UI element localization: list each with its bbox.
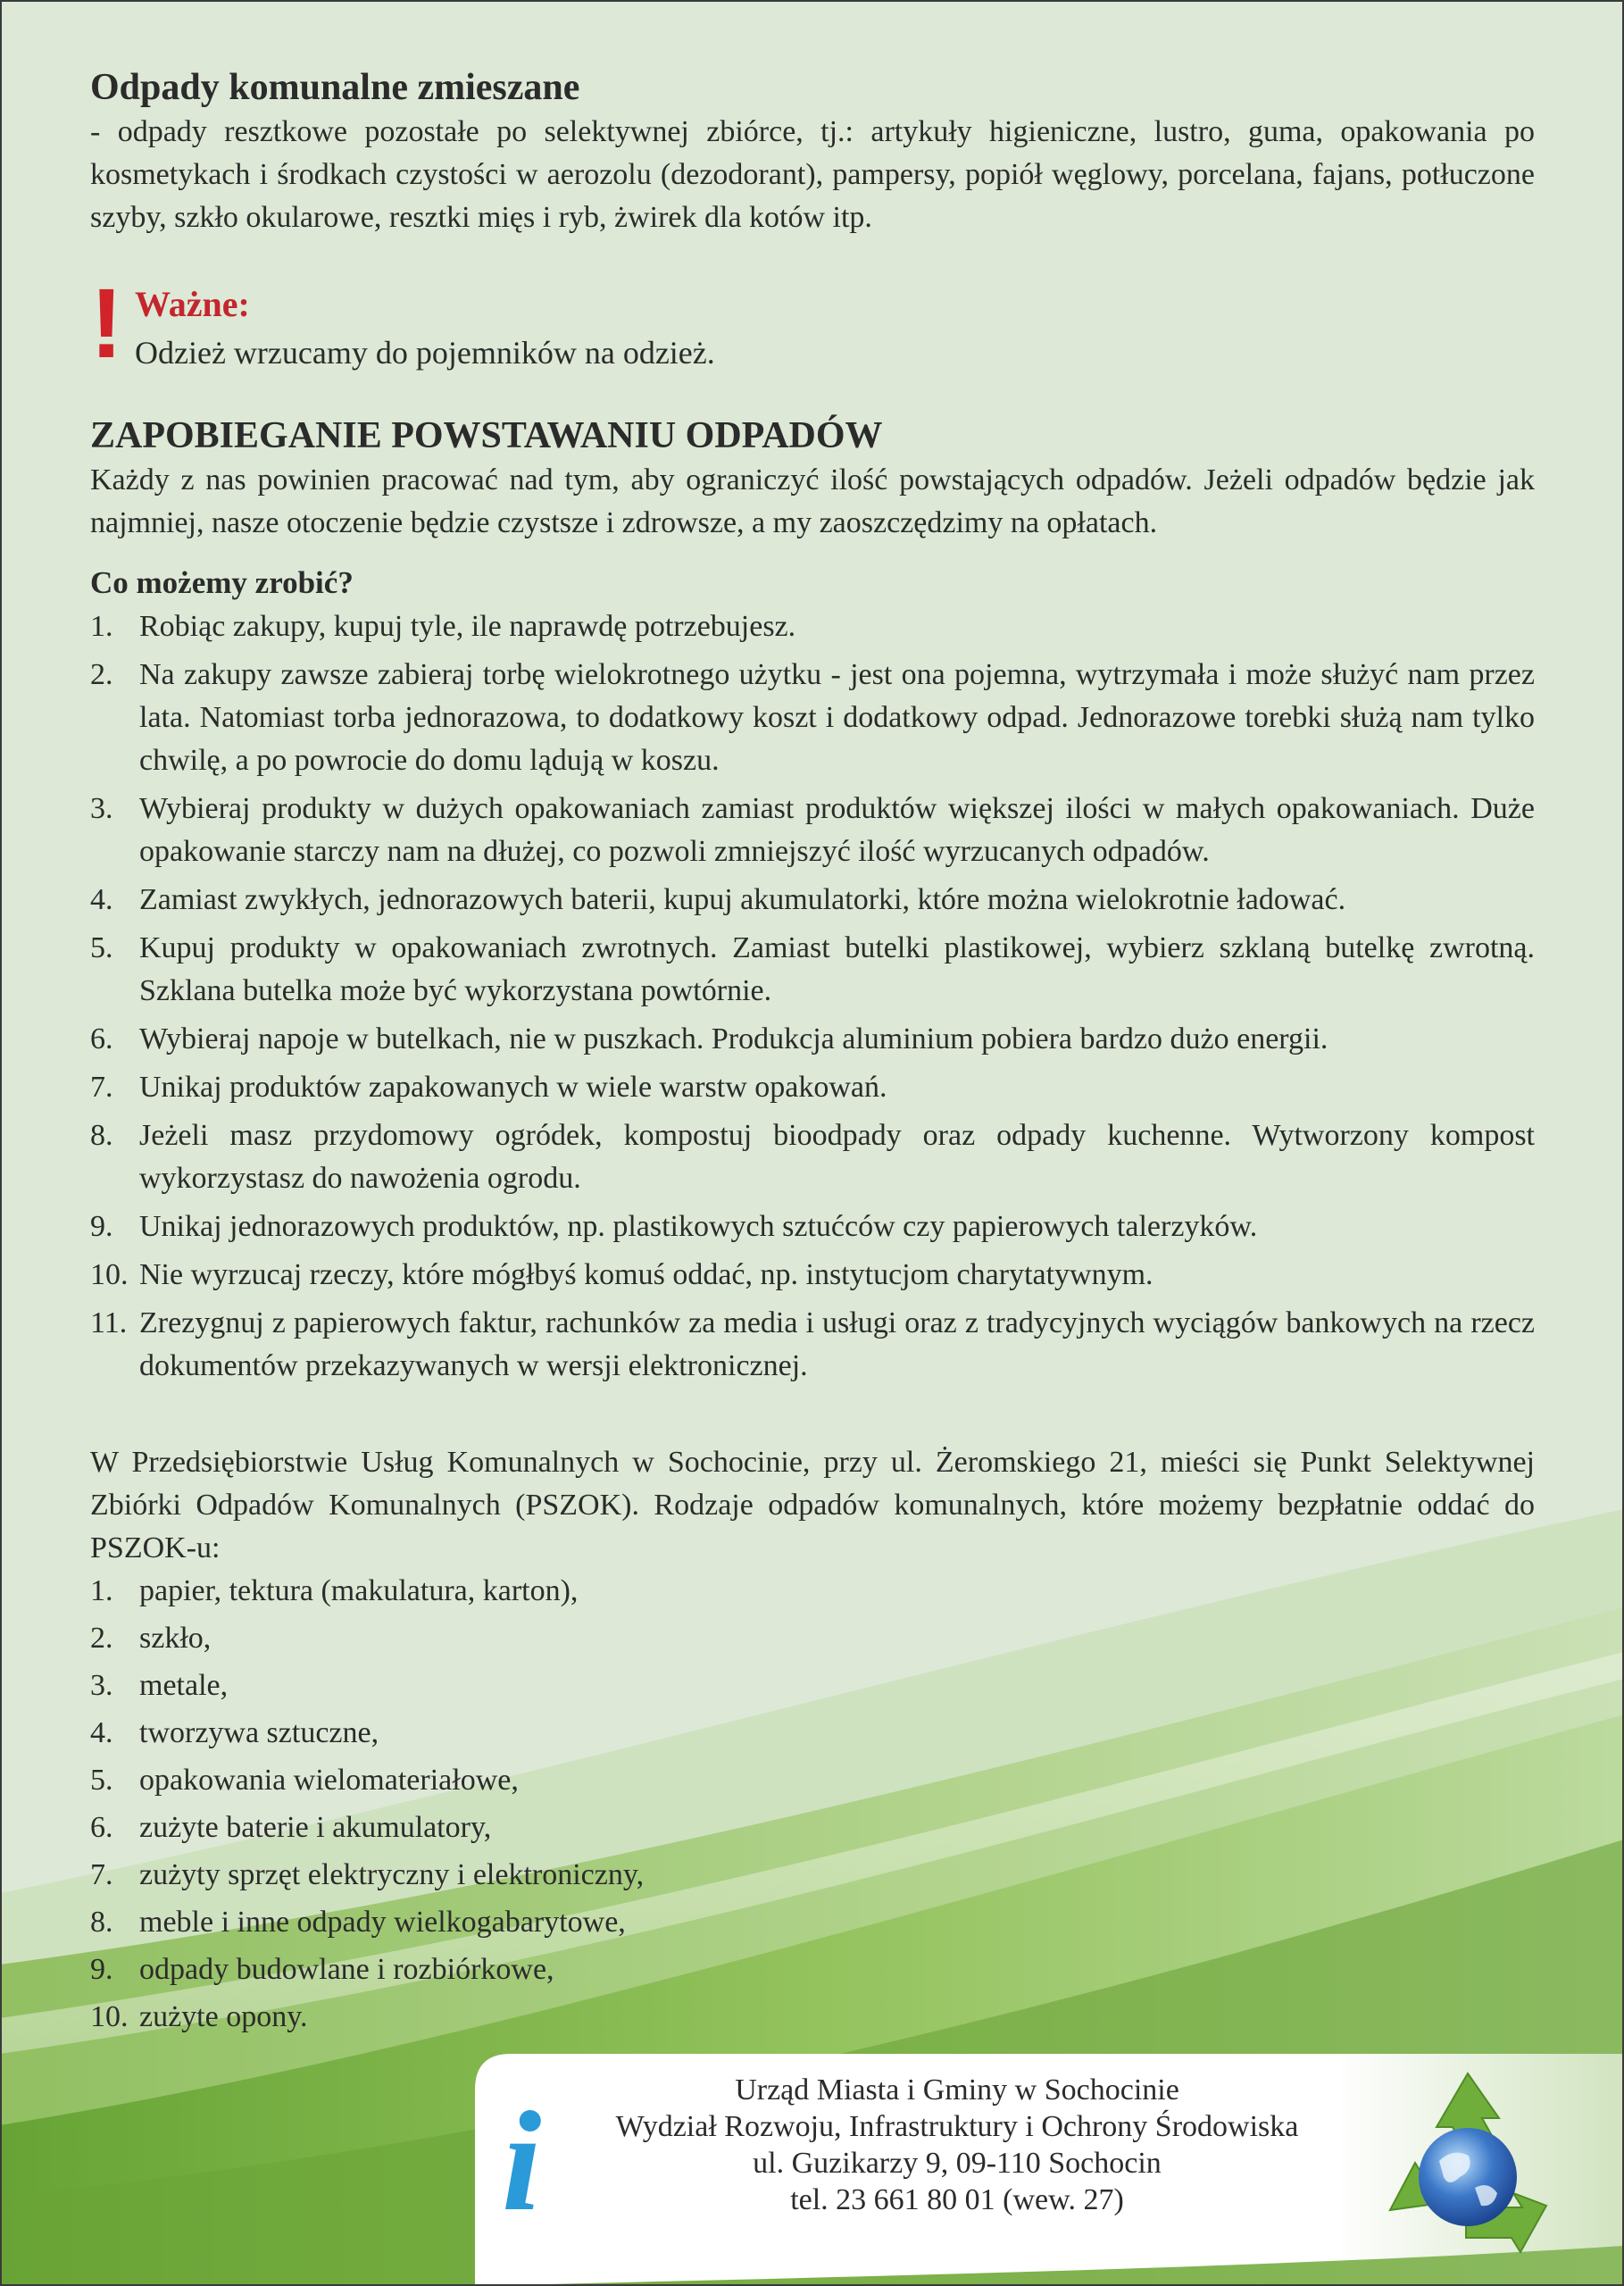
section-title-mixed-waste: Odpady komunalne zmieszane [90,67,580,108]
list-item [90,1759,1535,1802]
list-item [90,1114,1535,1200]
list-text: Wybieraj napoje w butelkach, nie w puszkach. Produkcja aluminium pobiera bardzo dużo energii. [139,1022,1328,1055]
list-number: 9. [90,1953,113,1986]
list-item [90,605,1535,648]
list-number: 3. [90,792,113,825]
list-number: 6. [90,1022,113,1055]
warning-box [90,269,1535,379]
list-text: Kupuj produkty w opakowaniach zwrotnych. Zamiast butelki plastikowej, wybierz szklaną butelkę zwrotną. Szklana butelka może być wykorzystana powtórnie. [139,931,1535,1007]
recycle-globe-icon [1363,2063,1573,2273]
list-item [90,927,1535,1013]
list-item [90,788,1535,873]
list-number: 10. [90,1258,129,1291]
list-text: Unikaj produktów zapakowanych w wiele warstw opakowań. [139,1071,887,1104]
list-text: Jeżeli masz przydomowy ogródek, kompostuj bioodpady oraz odpady kuchenne. Wytworzony kompost wykorzystasz do nawożenia ogrodu. [139,1119,1535,1195]
list-item [90,879,1535,922]
list-text: Zamiast zwykłych, jednorazowych baterii, kupuj akumulatorki, które można wielokrotnie ładować. [139,883,1346,916]
list-number: 4. [90,1716,113,1749]
list-text: Unikaj jednorazowych produktów, np. plastikowych sztućców czy papierowych talerzyków. [139,1210,1258,1243]
warning-title: Ważne: [135,284,250,324]
list-text: Na zakupy zawsze zabieraj torbę wielokrotnego użytku - jest ona pojemna, wytrzymała i może służyć nam przez lata. Natomiast torba jednorazowa, to dodatkowy koszt i dodatkowy odpad. Jednorazowe torebki służą nam tylko chwilę, a po powrocie do domu lądują w koszu. [139,658,1535,777]
list-item [90,1018,1535,1061]
footer-department: Wydział Rozwoju, Infrastruktury i Ochrony Środowiska [615,2110,1299,2143]
list-number: 6. [90,1811,113,1844]
list-text: Zrezygnuj z papierowych faktur, rachunków za media i usługi oraz z tradycyjnych wyciągów bankowych na rzecz dokumentów przekazywanych w wersji elektronicznej. [139,1306,1535,1382]
list-number: 2. [90,1622,113,1655]
list-text: Robiąc zakupy, kupuj tyle, ile naprawdę potrzebujesz. [139,610,796,643]
list-number: 3. [90,1669,113,1702]
list-text: metale, [139,1669,229,1702]
exclamation-icon: ! [90,269,123,379]
list-number: 9. [90,1210,113,1243]
list-item [90,1254,1535,1297]
list-item [90,1806,1535,1849]
list-item [90,1302,1535,1388]
info-icon: i [502,2082,542,2240]
list-number: 5. [90,1764,113,1797]
footer-phone: tel. 23 661 80 01 (wew. 27) [790,2183,1124,2216]
list-text: odpady budowlane i rozbiórkowe, [139,1953,554,1986]
list-item [90,1617,1535,1660]
main-content [90,64,1535,2043]
list-item [90,1664,1535,1707]
list-text: Wybieraj produkty w dużych opakowaniach zamiast produktów większej ilości w małych opakowaniach. Duże opakowanie starczy nam na dłużej, co pozwoli zmniejszyć ilość wyrzucanych odpadów. [139,792,1535,868]
list-number: 8. [90,1906,113,1939]
list-item [90,1901,1535,1944]
list-text: Nie wyrzucaj rzeczy, które mógłbyś komuś oddać, np. instytucjom charytatywnym. [139,1258,1153,1291]
mixed-waste-description: - odpady resztkowe pozostałe po selektywnej zbiórce, tj.: artykuły higieniczne, lustro, guma, opakowania po kosmetykach i środkach czystości w aerozolu (dezodorant), pampersy, popiół węglowy, porcelana, fajans, potłuczone szyby, szkło okularowe, resztki mięs i ryb, żwirek dla kotów itp. [90,115,1535,234]
list-item [90,1206,1535,1248]
section-title-prevention: ZAPOBIEGANIE POWSTAWANIU ODPADÓW [90,415,883,456]
list-text: meble i inne odpady wielkogabarytowe, [139,1906,626,1939]
list-number: 1. [90,1574,113,1607]
list-item [90,1948,1535,1991]
list-text: zużyty sprzęt elektryczny i elektroniczny, [139,1858,645,1891]
prevention-intro: Każdy z nas powinien pracować nad tym, aby ograniczyć ilość powstających odpadów. Jeżeli odpadów będzie jak najmniej, nasze otoczenie będzie czystsze i zdrowsze, a my zaoszczędzimy na opłatach. [90,463,1535,539]
list-number: 7. [90,1071,113,1104]
contact-footer [475,2054,1624,2286]
warning-text: Odzież wrzucamy do pojemników na odzież. [135,335,715,371]
list-item [90,1996,1535,2039]
list-number: 2. [90,658,113,691]
list-text: szkło, [139,1622,212,1655]
footer-address: ul. Guzikarzy 9, 09-110 Sochocin [753,2147,1162,2180]
footer-text [564,2072,1350,2218]
list-text: zużyte opony. [139,2000,308,2033]
list-number: 11. [90,1306,128,1339]
list-item [90,1066,1535,1109]
list-item [90,1712,1535,1755]
list-text: papier, tektura (makulatura, karton), [139,1574,579,1607]
list-text: opakowania wielomateriałowe, [139,1764,519,1797]
list-item [90,654,1535,782]
list-number: 5. [90,931,113,964]
list-text: tworzywa sztuczne, [139,1716,379,1749]
list-number: 4. [90,883,113,916]
prevention-subtitle: Co możemy zrobić? [90,565,354,600]
pszok-list [90,1570,1535,2039]
list-number: 8. [90,1119,113,1152]
list-number: 7. [90,1858,113,1891]
list-item [90,1854,1535,1897]
pszok-description: W Przedsiębiorstwie Usług Komunalnych w Sochocinie, przy ul. Żeromskiego 21, mieści się Punkt Selektywnej Zbiórki Odpadów Komunalnych (PSZOK). Rodzaje odpadów komunalnych, które możemy bezpłatnie oddać do PSZOK-u: [90,1446,1535,1564]
prevention-list [90,605,1535,1388]
list-number: 10. [90,2000,129,2033]
list-text: zużyte baterie i akumulatory, [139,1811,492,1844]
footer-office-name: Urząd Miasta i Gminy w Sochocinie [735,2073,1179,2107]
list-number: 1. [90,610,113,643]
list-item [90,1570,1535,1613]
